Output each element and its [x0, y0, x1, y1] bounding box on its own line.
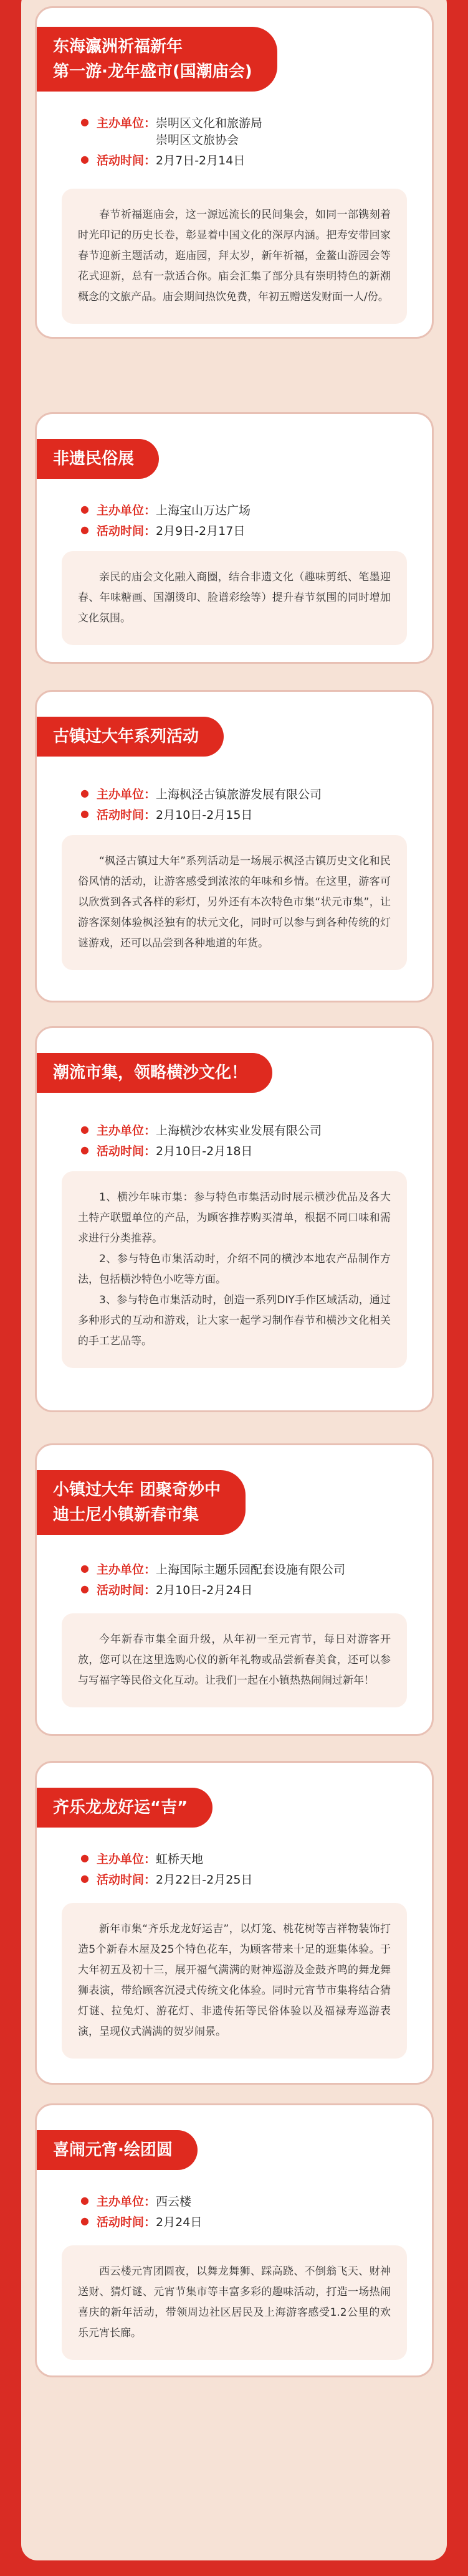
time-value: 2月10日-2月15日 — [156, 808, 253, 822]
organizer-label: 主办单位： — [97, 1124, 156, 1138]
clock-icon: ● — [80, 1144, 89, 1156]
event-description — [62, 835, 407, 970]
event-title: 非遗民俗展 — [37, 439, 159, 479]
organizer-value: 上海宝山万达广场 — [156, 504, 251, 517]
time-row — [80, 2213, 202, 2230]
time-row — [80, 1581, 345, 1598]
time-row — [80, 151, 262, 168]
organizer-row — [80, 114, 262, 148]
clock-icon: ● — [80, 153, 89, 165]
event-meta — [80, 1850, 252, 1891]
event-description — [62, 1613, 407, 1707]
time-label: 活动时间： — [97, 154, 156, 167]
event-card — [35, 1761, 434, 2085]
content-panel — [21, 0, 447, 2560]
time-label: 活动时间： — [97, 1873, 156, 1887]
organizer-label: 主办单位： — [97, 2195, 156, 2209]
organizer-label: 主办单位： — [97, 1852, 156, 1866]
clock-icon: ● — [80, 1872, 89, 1884]
event-meta — [80, 1121, 322, 1163]
time-value: 2月22日-2月25日 — [156, 1873, 253, 1887]
description-paragraph: 新年市集“齐乐龙龙好运吉”，以灯笼、桃花树等吉祥物装饰打造5个新春木屋及25个特色花车，为顾客带来十足的逛集体验。于大年初五及初十三，展开福气满满的财神巡游及金鼓齐鸣的舞龙舞狮表演，带给顾客沉浸式传统文化体验。同时元宵节市集将结合猜灯谜、拉兔灯、游花灯、非遗传拓等民俗体验以及福禄寿巡游表演，呈现仪式满满的贺岁闹景。 — [78, 1923, 391, 2038]
organizer-label: 主办单位： — [97, 1563, 156, 1577]
description-paragraph: 春节祈福逛庙会，这一源远流长的民间集会，如同一部镌刻着时光印记的历史长卷，彰显着中国文化的深厚内涵。把寿安带回家春节迎新主题活动，逛庙园，拜太岁，新年祈福，金鳌山游园会等花式迎新，总有一款适合你。庙会汇集了部分具有崇明特色的新潮概念的文旅产品。庙会期间热饮免费，年初五赠送发财面一人/份。 — [78, 209, 391, 303]
description-item: 2、参与特色市集活动时，介绍不同的横沙本地农产品制作方法，包括横沙特色小吃等方面。 — [78, 1253, 391, 1286]
time-label: 活动时间： — [97, 808, 156, 822]
time-value: 2月10日-2月18日 — [156, 1144, 253, 1158]
clock-icon: ● — [80, 2215, 89, 2227]
location-pin-icon: ● — [80, 2194, 89, 2206]
description-paragraph: 西云楼元宵团圆夜，以舞龙舞狮、踩高跷、不倒翁飞天、财神送财、猜灯谜、元宵节集市等丰富多彩的趣味活动，打造一场热闹喜庆的新年活动，带领周边社区居民及上海游客感受1.2公里的欢乐元宵长廊。 — [78, 2265, 391, 2339]
event-title: 东海瀛洲祈福新年 第一游·龙年盛市(国潮庙会) — [37, 27, 277, 92]
time-row — [80, 1871, 252, 1887]
description-paragraph: 今年新春市集全面升级，从年初一至元宵节，每日对游客开放，您可以在这里选购心仪的新年礼物或品尝新春美食，还可以参与写福字等民俗文化互动。让我们一起在小镇热热闹闹过新年！ — [78, 1633, 391, 1687]
description-item: 1、横沙年味市集：参与特色市集活动时展示横沙优品及各大土特产联盟单位的产品，为顾客推荐购买清单，根据不同口味和需求进行分类推荐。 — [78, 1191, 391, 1245]
event-title: 小镇过大年 团聚奇妙中 迪士尼小镇新春市集 — [37, 1470, 246, 1535]
description-paragraph: 亲民的庙会文化融入商圈，结合非遗文化（趣味剪纸、笔墨迎春、年味糖画、国潮烫印、脸谱彩绘等）提升春节氛围的同时增加文化氛围。 — [78, 571, 391, 625]
event-meta — [80, 501, 251, 542]
event-meta — [80, 785, 322, 826]
organizer-row — [80, 1850, 252, 1867]
organizer-row — [80, 1121, 322, 1138]
organizer-label: 主办单位： — [97, 788, 156, 801]
time-row — [80, 806, 322, 823]
organizer-label: 主办单位： — [97, 116, 156, 130]
time-value: 2月10日-2月24日 — [156, 1583, 253, 1597]
time-label: 活动时间： — [97, 2215, 156, 2229]
event-card — [35, 6, 434, 339]
organizer-row — [80, 785, 322, 802]
location-pin-icon: ● — [80, 1562, 89, 1574]
organizer-value: 崇明区文化和旅游局 崇明区文旅协会 — [156, 116, 263, 147]
event-title: 齐乐龙龙好运“吉” — [37, 1788, 213, 1828]
event-meta — [80, 2192, 202, 2234]
event-description — [62, 2245, 407, 2360]
organizer-value: 上海国际主题乐园配套设施有限公司 — [156, 1563, 346, 1577]
event-meta — [80, 1560, 345, 1602]
time-label: 活动时间： — [97, 1583, 156, 1597]
event-description — [62, 189, 407, 324]
time-label: 活动时间： — [97, 1144, 156, 1158]
clock-icon: ● — [80, 808, 89, 819]
event-meta — [80, 114, 262, 172]
event-card — [35, 412, 434, 664]
location-pin-icon: ● — [80, 787, 89, 799]
event-description — [62, 551, 407, 645]
clock-icon: ● — [80, 524, 89, 535]
location-pin-icon: ● — [80, 503, 89, 515]
organizer-value: 上海枫泾古镇旅游发展有限公司 — [156, 788, 322, 801]
time-value: 2月24日 — [156, 2215, 203, 2229]
location-pin-icon: ● — [80, 1852, 89, 1864]
event-description — [62, 1903, 407, 2059]
description-paragraph: “枫泾古镇过大年”系列活动是一场展示枫泾古镇历史文化和民俗风情的活动，让游客感受到浓浓的年味和乡情。在这里，游客可以欣赏到各式各样的彩灯，另外还有本次特色市集“状元市集”，让游客深刻体验枫泾独有的状元文化，同时可以参与到各种传统的灯谜游戏，还可以品尝到各种地道的年货。 — [78, 855, 391, 950]
time-value: 2月7日-2月14日 — [156, 154, 246, 167]
organizer-row — [80, 501, 251, 518]
event-title: 潮流市集，领略横沙文化！ — [37, 1053, 272, 1093]
time-row — [80, 1142, 322, 1159]
event-title: 喜闹元宵·绘团圆 — [37, 2130, 198, 2170]
time-value: 2月9日-2月17日 — [156, 524, 246, 538]
description-item: 3、参与特色市集活动时，创造一系列DIY手作区域活动，通过多种形式的互动和游戏，让大家一起学习制作春节和横沙文化相关的手工艺品等。 — [78, 1294, 391, 1347]
organizer-value: 西云楼 — [156, 2195, 192, 2209]
event-card — [35, 2103, 434, 2377]
organizer-label: 主办单位： — [97, 504, 156, 517]
location-pin-icon: ● — [80, 116, 89, 128]
time-row — [80, 522, 251, 539]
event-card — [35, 690, 434, 1003]
event-card — [35, 1026, 434, 1412]
clock-icon: ● — [80, 1583, 89, 1595]
time-label: 活动时间： — [97, 524, 156, 538]
event-card — [35, 1443, 434, 1736]
organizer-row — [80, 2192, 202, 2209]
event-description — [62, 1171, 407, 1368]
event-title: 古镇过大年系列活动 — [37, 717, 224, 757]
organizer-value: 上海横沙农林实业发展有限公司 — [156, 1124, 322, 1138]
location-pin-icon: ● — [80, 1123, 89, 1135]
organizer-value: 虹桥天地 — [156, 1852, 204, 1866]
organizer-row — [80, 1560, 345, 1577]
